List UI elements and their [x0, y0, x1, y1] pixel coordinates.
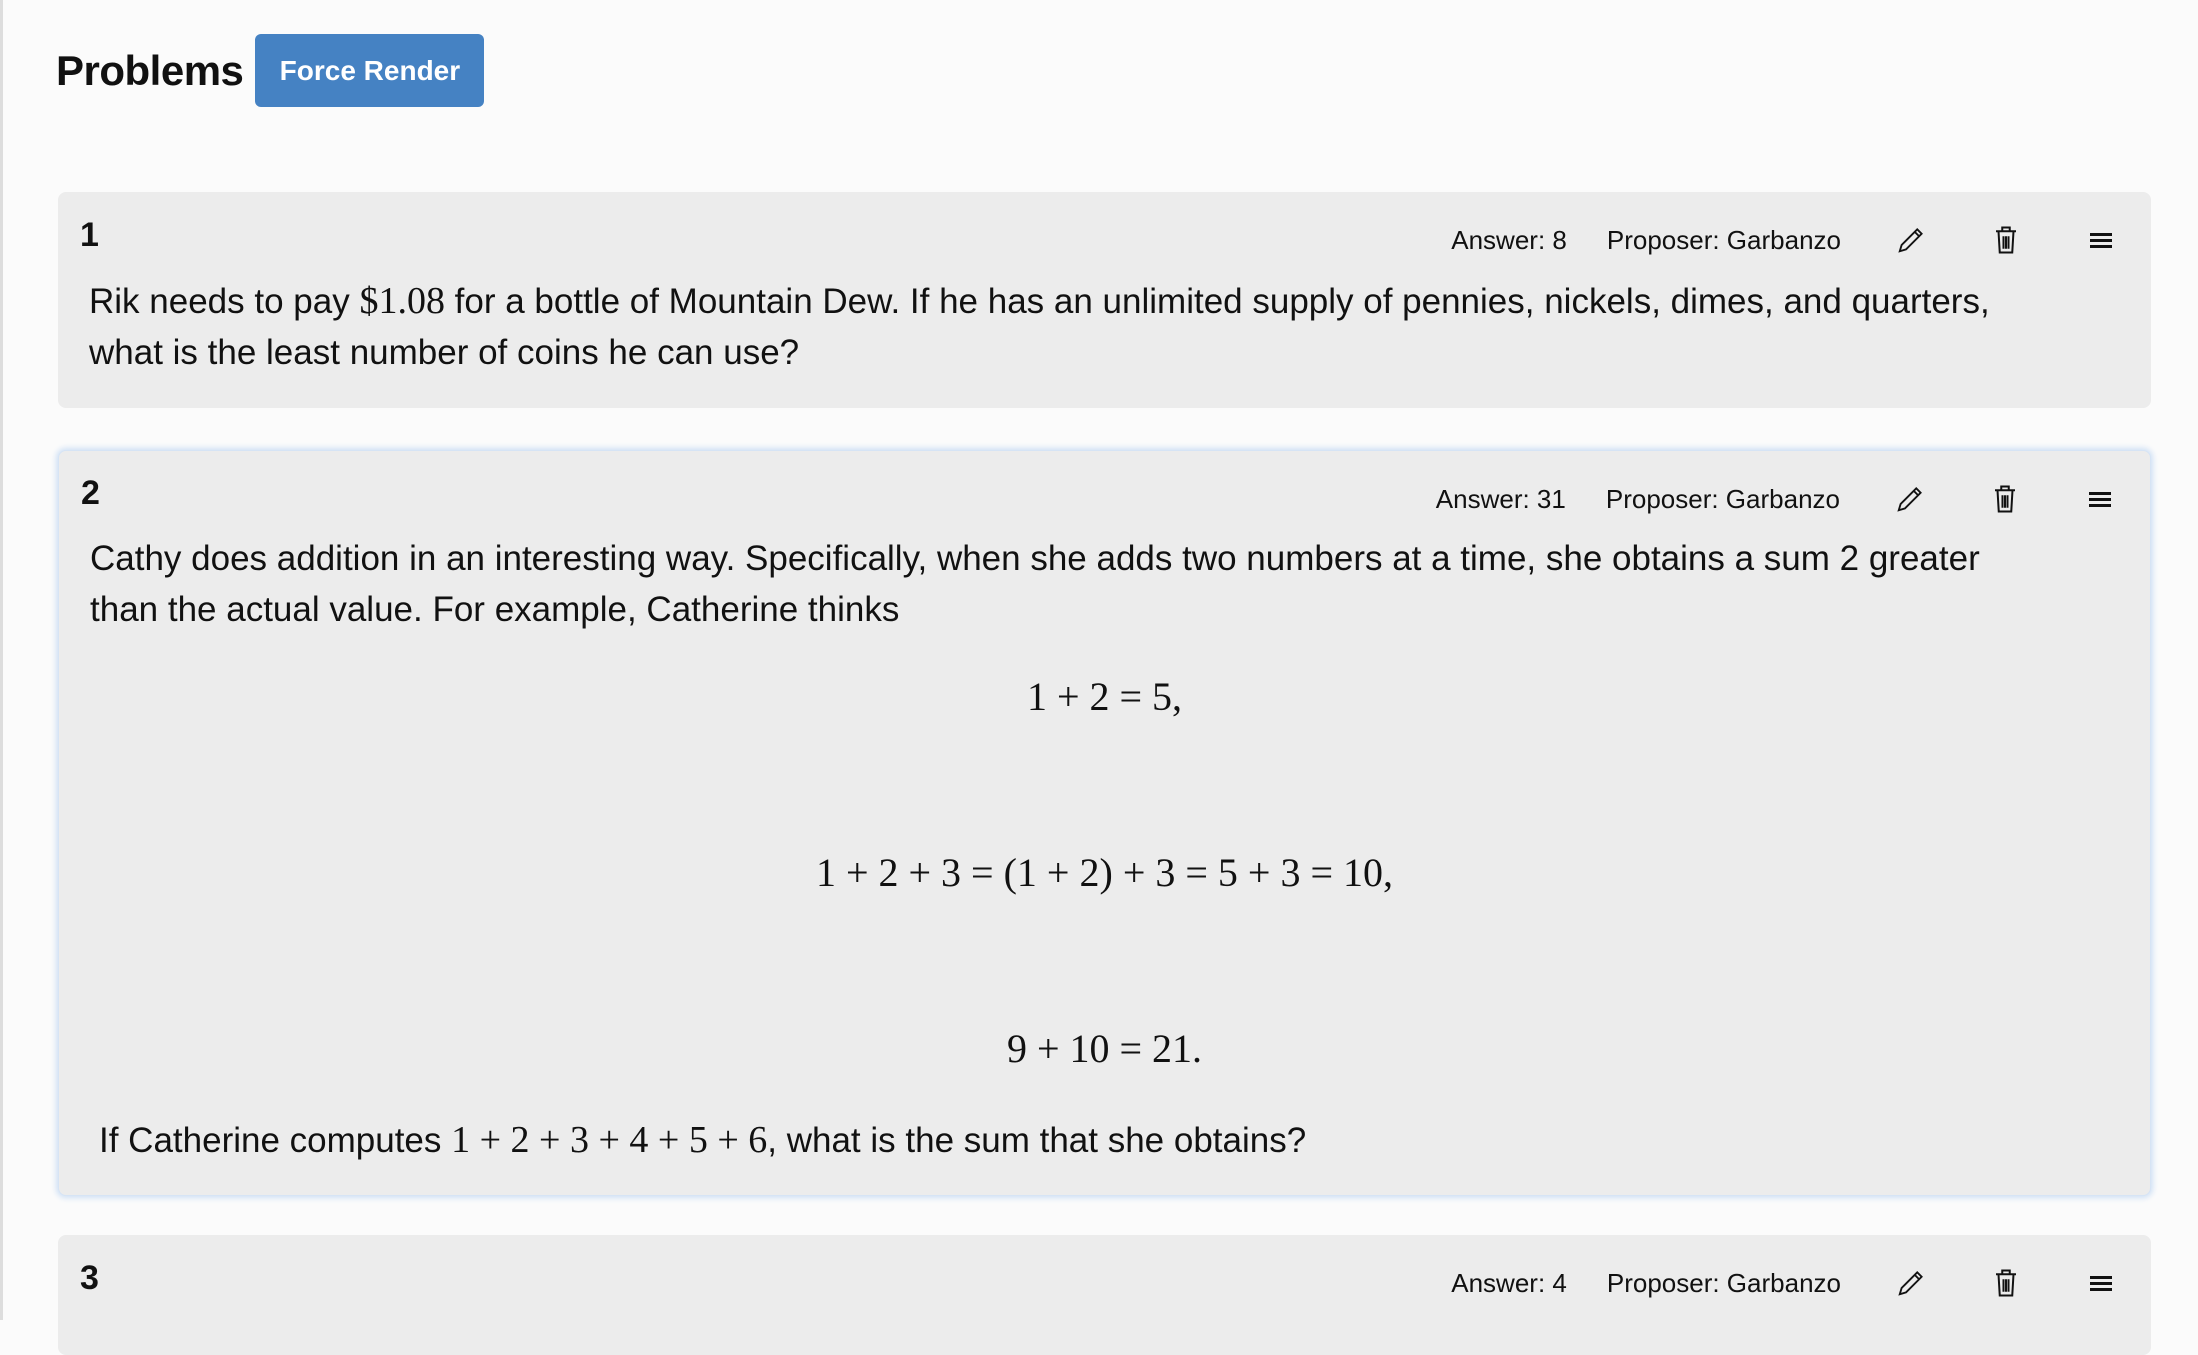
statement-text: for a bottle of Mountain Dew. If he has an unlimited supply of pennies, nickels, dimes, and quarters, what is the least number of coins he can use?: [89, 282, 1990, 372]
statement-text: If Catherine computes: [99, 1121, 452, 1160]
delete-trash-icon[interactable]: [1986, 1263, 2026, 1303]
statement-text: , what is the sum that she obtains?: [767, 1121, 1307, 1160]
problem-card: [58, 192, 2151, 408]
problem-number: 3: [80, 1259, 99, 1297]
page-title: Problems: [56, 46, 244, 94]
edit-pencil-icon[interactable]: [1890, 479, 1930, 519]
proposer-label: Proposer: Garbanzo: [1605, 483, 1840, 514]
problem-meta: [1436, 479, 2150, 519]
delete-trash-icon[interactable]: [1985, 479, 2025, 519]
problem-meta: [1451, 220, 2151, 260]
problem-meta: [1451, 1263, 2151, 1303]
answer-label: Answer: 31: [1435, 483, 1566, 514]
drag-handle-menu-icon[interactable]: [2080, 479, 2120, 519]
problem-card: [58, 1235, 2151, 1355]
force-render-button[interactable]: Force Render: [255, 34, 484, 107]
edit-pencil-icon[interactable]: [1891, 1263, 1931, 1303]
math-inline: 1 + 2 + 3 + 4 + 5 + 6: [451, 1119, 768, 1161]
proposer-label: Proposer: Garbanzo: [1606, 1267, 1841, 1298]
problem-question: [99, 1115, 2000, 1166]
math-inline: $1.08: [359, 280, 445, 322]
page-header: [56, 34, 484, 107]
problem-statement: Cathy does addition in an interesting way. Specifically, when she adds two numbers at a time, she obtains a sum 2 greater than the actual value. For example, Catherine thinks: [90, 539, 1980, 629]
edit-pencil-icon[interactable]: [1891, 220, 1931, 260]
problem-card: [58, 450, 2151, 1196]
display-math: 9 + 10 = 21.: [1006, 1026, 1203, 1071]
problem-number: 2: [81, 474, 100, 512]
drag-handle-menu-icon[interactable]: [2081, 1263, 2121, 1303]
display-math: 1 + 2 = 5,: [1026, 674, 1183, 719]
problem-statement: [89, 276, 2001, 378]
statement-text: Rik needs to pay: [89, 282, 360, 321]
delete-trash-icon[interactable]: [1986, 220, 2026, 260]
drag-handle-menu-icon[interactable]: [2081, 220, 2121, 260]
proposer-label: Proposer: Garbanzo: [1606, 224, 1841, 255]
answer-label: Answer: 4: [1451, 1267, 1567, 1298]
display-math: 1 + 2 + 3 = (1 + 2) + 3 = 5 + 3 = 10,: [815, 850, 1394, 895]
answer-label: Answer: 8: [1451, 224, 1567, 255]
problem-number: 1: [80, 216, 99, 254]
